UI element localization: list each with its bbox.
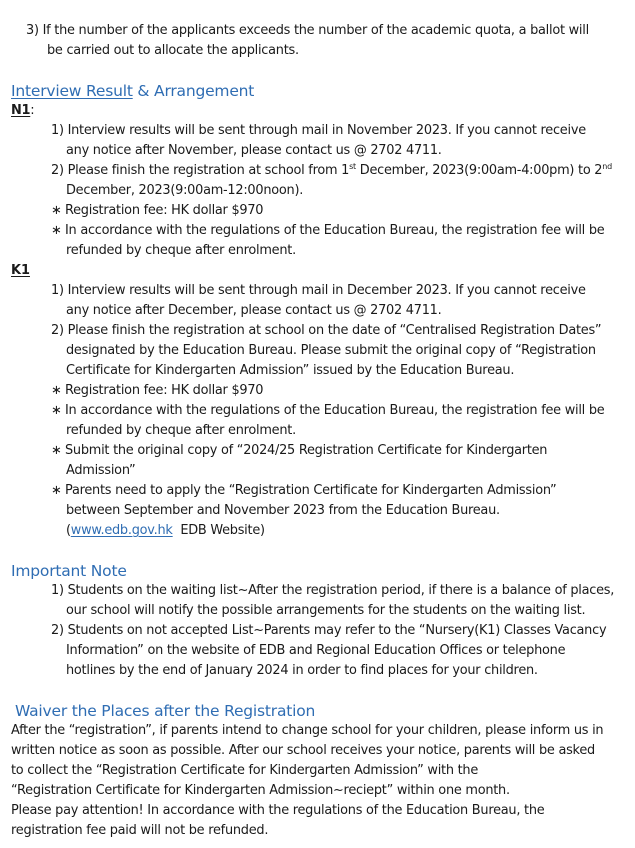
waiver-line-1: After the “registration”, if parents intend to change school for your children, please inform us in (11, 723, 604, 738)
star-bullet-icon: ∗ (51, 223, 62, 238)
edb-website-link[interactable]: www.edb.gov.hk (70, 523, 173, 538)
n1-refund-bullet (51, 221, 604, 241)
star-bullet-icon: ∗ (51, 383, 62, 398)
k1-refund-bullet (51, 401, 604, 421)
k1-fee-bullet (51, 381, 263, 401)
waiver-line-5: Please pay attention! In accordance with the regulations of the Education Bureau, the (11, 803, 545, 818)
important-item-1-line-1: 1) Students on the waiting list~After the registration period, if there is a balance of places, (51, 583, 615, 598)
n1-item-1-line-2: any notice after November, please contact us @ 2702 4711. (66, 143, 442, 158)
k1-item-2-line-1: 2) Please finish the registration at school on the date of “Centralised Registration Dates” (51, 323, 602, 338)
k1-fee-text: Registration fee: HK dollar $970 (65, 383, 264, 398)
n1-colon: : (30, 103, 35, 118)
waiver-heading: Waiver the Places after the Registration (15, 702, 316, 720)
k1-apply-line-1: Parents need to apply the “Registration Certificate for Kindergarten Admission” (65, 483, 557, 498)
n1-item-2-part-a: 2) Please finish the registration at school from 1 (51, 163, 350, 178)
star-bullet-icon: ∗ (51, 483, 62, 498)
k1-item-1-line-1: 1) Interview results will be sent through mail in December 2023. If you cannot receive (51, 283, 586, 298)
n1-item-1-line-1: 1) Interview results will be sent through mail in November 2023. If you cannot receive (51, 123, 586, 138)
important-item-2-line-3: hotlines by the end of January 2024 in order to find places for your children. (66, 663, 538, 678)
n1-label-row (11, 101, 34, 121)
k1-label: K1 (11, 263, 30, 278)
k1-submit-line-2: Admission” (66, 463, 136, 478)
n1-item-2-line-1 (51, 161, 612, 181)
k1-item-1-line-2: any notice after December, please contact us @ 2702 4711. (66, 303, 442, 318)
k1-submit-bullet (51, 441, 547, 461)
quota-item-3-line-2: be carried out to allocate the applicants. (47, 43, 299, 58)
k1-item-2-line-2: designated by the Education Bureau. Please submit the original copy of “Registration (66, 343, 596, 358)
k1-submit-line-1: Submit the original copy of “2024/25 Registration Certificate for Kindergarten (65, 443, 548, 458)
waiver-line-4: “Registration Certificate for Kindergarten Admission~reciept” within one month. (11, 783, 510, 798)
n1-refund-line-2: refunded by cheque after enrolment. (66, 243, 296, 258)
interview-heading-rest: & Arrangement (132, 82, 255, 100)
n1-fee-bullet (51, 201, 263, 221)
k1-link-open-paren: ( (66, 523, 71, 538)
waiver-line-2: written notice as soon as possible. After our school receives your notice, parents will be asked (11, 743, 595, 758)
waiver-line-6: registration fee paid will not be refunded. (11, 823, 269, 838)
n1-refund-line-1: In accordance with the regulations of the Education Bureau, the registration fee will be (65, 223, 605, 238)
star-bullet-icon: ∗ (51, 443, 62, 458)
important-item-1-line-2: our school will notify the possible arrangements for the students on the waiting list. (66, 603, 586, 618)
n1-item-2-part-b: December, 2023(9:00am-4:00pm) to 2 (355, 163, 603, 178)
interview-section-heading (11, 81, 254, 101)
k1-refund-line-2: refunded by cheque after enrolment. (66, 423, 296, 438)
star-bullet-icon: ∗ (51, 403, 62, 418)
quota-item-3-line-1: 3) If the number of the applicants exceeds the number of the academic quota, a ballot will (26, 23, 589, 38)
n1-fee-text: Registration fee: HK dollar $970 (65, 203, 264, 218)
n1-label: N1 (11, 103, 31, 118)
interview-heading-underlined: Interview Result (11, 82, 133, 100)
n1-item-2-line-2: December, 2023(9:00am-12:00noon). (66, 183, 304, 198)
k1-apply-bullet (51, 481, 556, 501)
k1-apply-line-2: between September and November 2023 from the Education Bureau. (66, 503, 500, 518)
n1-item-2-sup-1: st (349, 162, 356, 171)
n1-item-2-sup-2: nd (602, 162, 612, 171)
important-item-2-line-2: Information” on the website of EDB and Regional Education Offices or telephone (66, 643, 566, 658)
k1-link-line (66, 521, 265, 541)
important-item-2-line-1: 2) Students on not accepted List~Parents may refer to the “Nursery(K1) Classes Vacancy (51, 623, 607, 638)
waiver-line-3: to collect the “Registration Certificate for Kindergarten Admission” with the (11, 763, 479, 778)
important-note-heading: Important Note (11, 562, 127, 580)
star-bullet-icon: ∗ (51, 203, 62, 218)
k1-refund-line-1: In accordance with the regulations of the Education Bureau, the registration fee will be (65, 403, 605, 418)
k1-link-after: EDB Website) (172, 523, 265, 538)
k1-item-2-line-3: Certificate for Kindergarten Admission” issued by the Education Bureau. (66, 363, 515, 378)
